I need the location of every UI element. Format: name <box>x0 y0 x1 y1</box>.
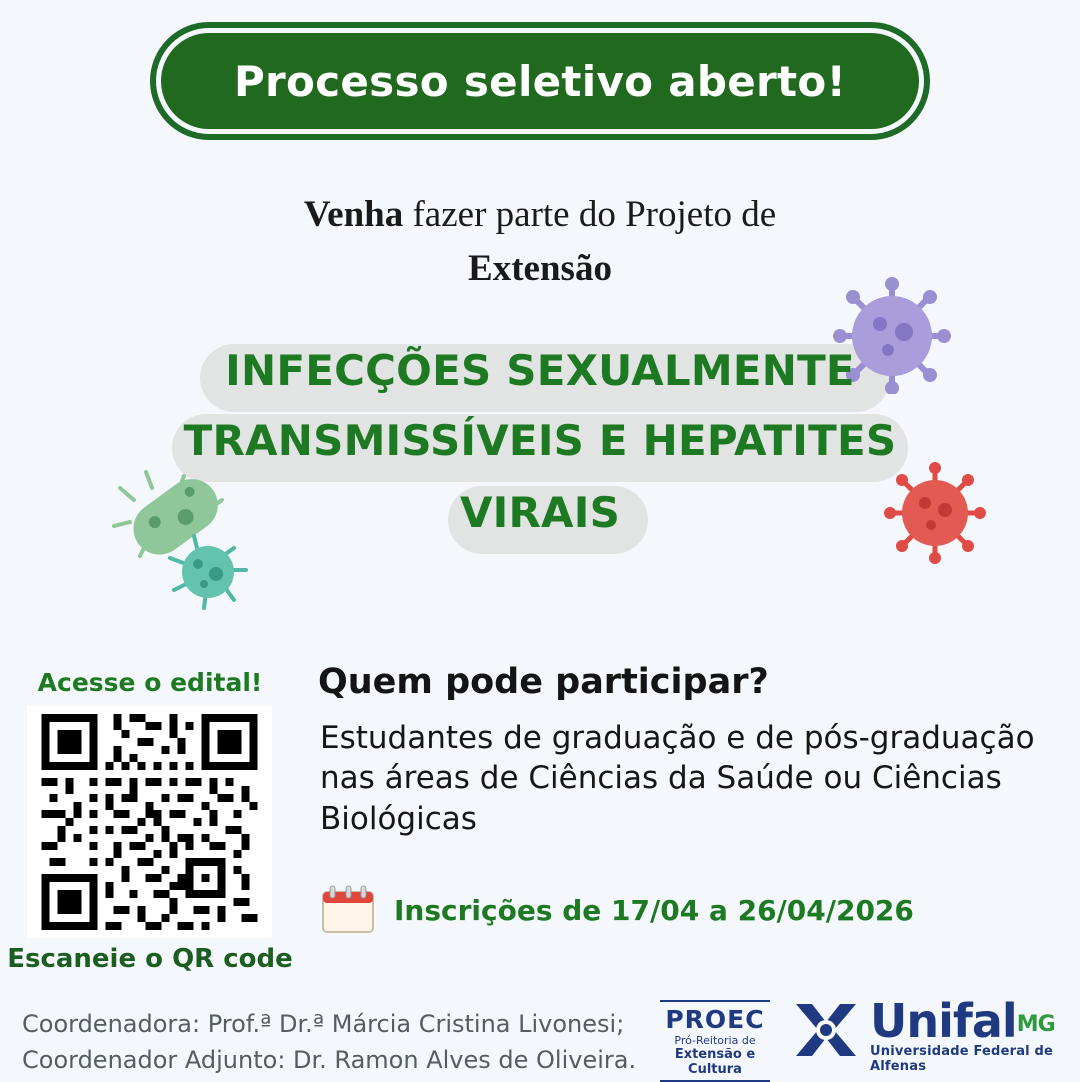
coordinator-line-1: Coordenadora: Prof.ª Dr.ª Márcia Cristina Livonesi; <box>22 1010 625 1038</box>
unifal-wordmark <box>870 994 1080 1074</box>
project-title-text-1: INFECÇÕES SEXUALMENTE <box>225 346 855 395</box>
project-title-text-2: TRANSMISSÍVEIS E HEPATITES <box>183 416 897 465</box>
virus-red-icon <box>884 462 986 569</box>
unifal-state: MG <box>1016 1012 1055 1037</box>
proec-rule-top <box>660 1000 770 1002</box>
registration-dates-text: Inscrições de 17/04 a 26/04/2026 <box>394 893 914 927</box>
calendar-icon <box>320 884 376 936</box>
participation-heading: Quem pode participar? <box>318 662 769 702</box>
proec-sub-2: Extensão e Cultura <box>674 1047 756 1077</box>
qr-code-image <box>27 706 272 938</box>
proec-logo <box>660 1000 770 1082</box>
qr-code[interactable] <box>27 706 272 938</box>
open-selection-banner <box>150 22 930 140</box>
unifal-logo <box>790 994 1080 1074</box>
unifal-subtitle: Universidade Federal de Alfenas <box>870 1044 1054 1074</box>
proec-name: PROEC <box>665 1005 765 1034</box>
qr-caption: Escaneie o QR code <box>7 944 293 974</box>
registration-dates <box>320 884 914 936</box>
banner-inner <box>161 33 919 129</box>
subtitle-bold-1: Venha <box>303 194 404 235</box>
project-title-text-3: VIRAIS <box>459 488 621 537</box>
coordinator-line-2: Coordenador Adjunto: Dr. Ramon Alves de Oliveira. <box>22 1046 637 1074</box>
unifal-word: UnifalMG <box>870 994 1055 1048</box>
participation-body: Estudantes de graduação e de pós-graduação nas áreas de Ciências da Saúde ou Ciências Biológicas <box>320 720 1035 837</box>
coordinators <box>22 1006 636 1078</box>
subtitle-plain-1: fazer parte do Projeto de <box>403 194 777 235</box>
subtitle-bold-2: Extensão <box>468 247 612 289</box>
proec-sub-1: Pró-Reitoria de <box>674 1034 756 1047</box>
banner-title: Processo seletivo aberto! <box>233 56 847 106</box>
unifal-mark-icon <box>790 998 862 1062</box>
qr-heading: Acesse o edital! <box>37 668 263 697</box>
bacteria-green-icon <box>112 470 287 615</box>
